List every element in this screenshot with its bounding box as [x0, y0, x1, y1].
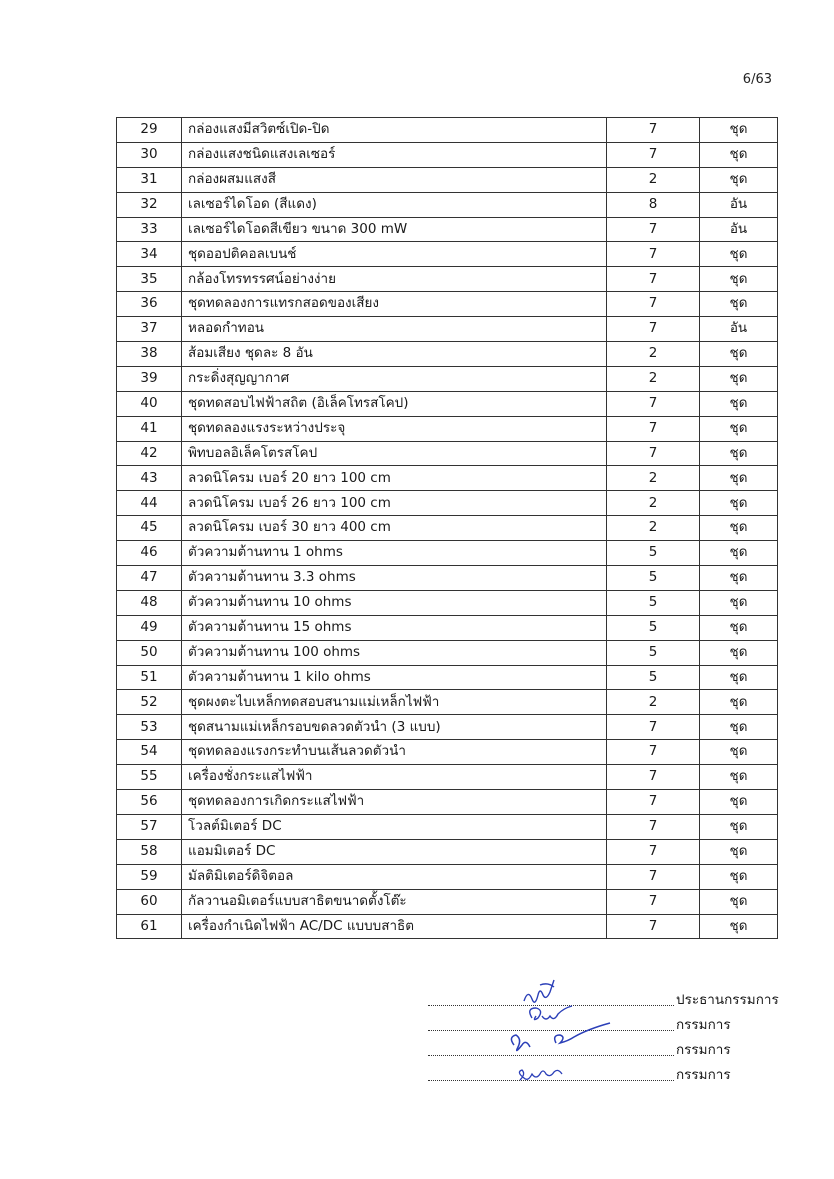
item-unit: อัน [700, 192, 778, 217]
table-row [117, 516, 778, 541]
item-unit: ชุด [700, 715, 778, 740]
item-unit: ชุด [700, 541, 778, 566]
item-number: 41 [117, 416, 182, 441]
table-row [117, 118, 778, 143]
item-name: หลอดกำทอน [182, 317, 607, 342]
item-name: กล่องแสงมีสวิตซ์เปิด-ปิด [182, 118, 607, 143]
table-row [117, 889, 778, 914]
signature-role: ประธานกรรมการ [676, 992, 779, 1008]
table-row [117, 839, 778, 864]
item-unit: ชุด [700, 765, 778, 790]
item-quantity: 5 [607, 615, 700, 640]
signature-row-member-1 [428, 1010, 788, 1035]
item-quantity: 7 [607, 740, 700, 765]
item-number: 36 [117, 292, 182, 317]
item-number: 44 [117, 491, 182, 516]
item-number: 37 [117, 317, 182, 342]
item-number: 39 [117, 366, 182, 391]
table-row [117, 615, 778, 640]
signature-line [428, 1080, 674, 1081]
table-row [117, 441, 778, 466]
item-quantity: 5 [607, 566, 700, 591]
item-unit: ชุด [700, 615, 778, 640]
item-number: 56 [117, 790, 182, 815]
item-unit: ชุด [700, 914, 778, 939]
item-name: กล่องแสงชนิดแสงเลเซอร์ [182, 142, 607, 167]
item-quantity: 7 [607, 765, 700, 790]
item-name: เลเซอร์ไดโอด (สีแดง) [182, 192, 607, 217]
item-name: ตัวความต้านทาน 15 ohms [182, 615, 607, 640]
item-quantity: 7 [607, 391, 700, 416]
item-number: 46 [117, 541, 182, 566]
item-unit: ชุด [700, 118, 778, 143]
item-quantity: 2 [607, 167, 700, 192]
item-unit: อัน [700, 317, 778, 342]
item-name: ชุดทดลองแรงระหว่างประจุ [182, 416, 607, 441]
equipment-table [116, 117, 778, 939]
table-row [117, 317, 778, 342]
item-quantity: 7 [607, 416, 700, 441]
item-quantity: 7 [607, 839, 700, 864]
item-number: 29 [117, 118, 182, 143]
signature-row-chairman [428, 985, 788, 1010]
item-quantity: 5 [607, 640, 700, 665]
item-name: ชุดสนามแม่เหล็กรอบขดลวดตัวนำ (3 แบบ) [182, 715, 607, 740]
table-row [117, 491, 778, 516]
item-name: เลเซอร์ไดโอดสีเขียว ขนาด 300 mW [182, 217, 607, 242]
item-unit: ชุด [700, 167, 778, 192]
item-name: แอมมิเตอร์ DC [182, 839, 607, 864]
table-row [117, 640, 778, 665]
item-unit: ชุด [700, 839, 778, 864]
item-name: กล้องโทรทรรศน์อย่างง่าย [182, 267, 607, 292]
item-number: 58 [117, 839, 182, 864]
table-row [117, 665, 778, 690]
item-name: โวลต์มิเตอร์ DC [182, 814, 607, 839]
item-name: ลวดนิโครม เบอร์ 26 ยาว 100 cm [182, 491, 607, 516]
item-quantity: 2 [607, 466, 700, 491]
item-name: กัลวานอมิเตอร์แบบสาธิตขนาดตั้งโต๊ะ [182, 889, 607, 914]
item-quantity: 7 [607, 790, 700, 815]
item-number: 38 [117, 342, 182, 367]
item-quantity: 7 [607, 814, 700, 839]
item-number: 59 [117, 864, 182, 889]
item-unit: ชุด [700, 267, 778, 292]
item-number: 54 [117, 740, 182, 765]
signature-row-member-3 [428, 1060, 788, 1085]
item-number: 33 [117, 217, 182, 242]
item-unit: ชุด [700, 242, 778, 267]
table-row [117, 814, 778, 839]
item-name: พิทบอลอิเล็คโตรสโคป [182, 441, 607, 466]
table-row [117, 864, 778, 889]
item-name: ตัวความต้านทาน 3.3 ohms [182, 566, 607, 591]
item-unit: ชุด [700, 640, 778, 665]
item-name: ตัวความต้านทาน 10 ohms [182, 590, 607, 615]
table-row [117, 740, 778, 765]
item-quantity: 7 [607, 441, 700, 466]
item-number: 55 [117, 765, 182, 790]
item-name: ตัวความต้านทาน 1 kilo ohms [182, 665, 607, 690]
table-row [117, 217, 778, 242]
table-row [117, 765, 778, 790]
table-row [117, 790, 778, 815]
signature-line [428, 1005, 674, 1006]
item-unit: ชุด [700, 416, 778, 441]
item-name: กระดิ่งสุญญากาศ [182, 366, 607, 391]
item-number: 43 [117, 466, 182, 491]
table-row [117, 142, 778, 167]
item-name: ตัวความต้านทาน 100 ohms [182, 640, 607, 665]
item-unit: อัน [700, 217, 778, 242]
table-row [117, 590, 778, 615]
item-unit: ชุด [700, 441, 778, 466]
table-row [117, 267, 778, 292]
item-unit: ชุด [700, 491, 778, 516]
page-number: 6/63 [742, 72, 772, 87]
table-row [117, 167, 778, 192]
item-quantity: 5 [607, 665, 700, 690]
item-number: 49 [117, 615, 182, 640]
item-number: 61 [117, 914, 182, 939]
table-row [117, 366, 778, 391]
item-unit: ชุด [700, 864, 778, 889]
item-name: เครื่องกำเนิดไฟฟ้า AC/DC แบบบสาธิต [182, 914, 607, 939]
item-quantity: 7 [607, 142, 700, 167]
item-quantity: 2 [607, 366, 700, 391]
item-number: 30 [117, 142, 182, 167]
table-row [117, 541, 778, 566]
item-unit: ชุด [700, 790, 778, 815]
item-unit: ชุด [700, 665, 778, 690]
item-quantity: 2 [607, 690, 700, 715]
item-quantity: 7 [607, 242, 700, 267]
signature-line [428, 1055, 674, 1056]
signature-role: กรรมการ [676, 1067, 731, 1083]
signature-role: กรรมการ [676, 1042, 731, 1058]
signature-line [428, 1030, 674, 1031]
item-number: 51 [117, 665, 182, 690]
item-unit: ชุด [700, 342, 778, 367]
item-name: ลวดนิโครม เบอร์ 30 ยาว 400 cm [182, 516, 607, 541]
item-name: ชุดทดลองการแทรกสอดของเสียง [182, 292, 607, 317]
item-quantity: 8 [607, 192, 700, 217]
item-quantity: 7 [607, 267, 700, 292]
item-number: 42 [117, 441, 182, 466]
item-number: 60 [117, 889, 182, 914]
table-row [117, 192, 778, 217]
signature-block [428, 985, 788, 1085]
item-quantity: 2 [607, 491, 700, 516]
item-name: ส้อมเสียง ชุดละ 8 อัน [182, 342, 607, 367]
item-unit: ชุด [700, 366, 778, 391]
table-row [117, 416, 778, 441]
item-quantity: 7 [607, 217, 700, 242]
item-number: 57 [117, 814, 182, 839]
item-number: 50 [117, 640, 182, 665]
item-quantity: 2 [607, 342, 700, 367]
item-name: ชุดทดลองแรงกระทำบนเส้นลวดตัวนำ [182, 740, 607, 765]
item-number: 40 [117, 391, 182, 416]
table-row [117, 342, 778, 367]
item-number: 45 [117, 516, 182, 541]
item-number: 34 [117, 242, 182, 267]
item-unit: ชุด [700, 740, 778, 765]
table-row [117, 914, 778, 939]
table-row [117, 466, 778, 491]
item-unit: ชุด [700, 142, 778, 167]
table-row [117, 690, 778, 715]
item-unit: ชุด [700, 590, 778, 615]
item-unit: ชุด [700, 690, 778, 715]
item-number: 48 [117, 590, 182, 615]
item-unit: ชุด [700, 292, 778, 317]
item-number: 32 [117, 192, 182, 217]
signature-row-member-2 [428, 1035, 788, 1060]
item-unit: ชุด [700, 391, 778, 416]
item-unit: ชุด [700, 466, 778, 491]
table-row [117, 292, 778, 317]
item-name: ชุดผงตะไบเหล็กทดสอบสนามแม่เหล็กไฟฟ้า [182, 690, 607, 715]
item-quantity: 7 [607, 715, 700, 740]
item-name: มัลติมิเตอร์ดิจิตอล [182, 864, 607, 889]
item-name: ชุดออปติคอลเบนช์ [182, 242, 607, 267]
item-unit: ชุด [700, 516, 778, 541]
item-name: ตัวความต้านทาน 1 ohms [182, 541, 607, 566]
item-quantity: 7 [607, 118, 700, 143]
item-number: 52 [117, 690, 182, 715]
item-unit: ชุด [700, 814, 778, 839]
item-name: ชุดทดลองการเกิดกระแสไฟฟ้า [182, 790, 607, 815]
item-number: 31 [117, 167, 182, 192]
item-quantity: 7 [607, 292, 700, 317]
table-row [117, 391, 778, 416]
item-name: กล่องผสมแสงสี [182, 167, 607, 192]
table-row [117, 566, 778, 591]
table-row [117, 715, 778, 740]
item-name: ลวดนิโครม เบอร์ 20 ยาว 100 cm [182, 466, 607, 491]
equipment-table-body [117, 118, 778, 939]
item-number: 35 [117, 267, 182, 292]
item-quantity: 7 [607, 914, 700, 939]
item-name: เครื่องชั่งกระแสไฟฟ้า [182, 765, 607, 790]
item-quantity: 7 [607, 889, 700, 914]
item-quantity: 5 [607, 541, 700, 566]
item-unit: ชุด [700, 889, 778, 914]
table-row [117, 242, 778, 267]
item-number: 53 [117, 715, 182, 740]
item-quantity: 5 [607, 590, 700, 615]
signature-role: กรรมการ [676, 1017, 731, 1033]
item-quantity: 7 [607, 864, 700, 889]
item-name: ชุดทดสอบไฟฟ้าสถิต (อิเล็คโทรสโคป) [182, 391, 607, 416]
item-quantity: 2 [607, 516, 700, 541]
item-unit: ชุด [700, 566, 778, 591]
item-number: 47 [117, 566, 182, 591]
item-quantity: 7 [607, 317, 700, 342]
